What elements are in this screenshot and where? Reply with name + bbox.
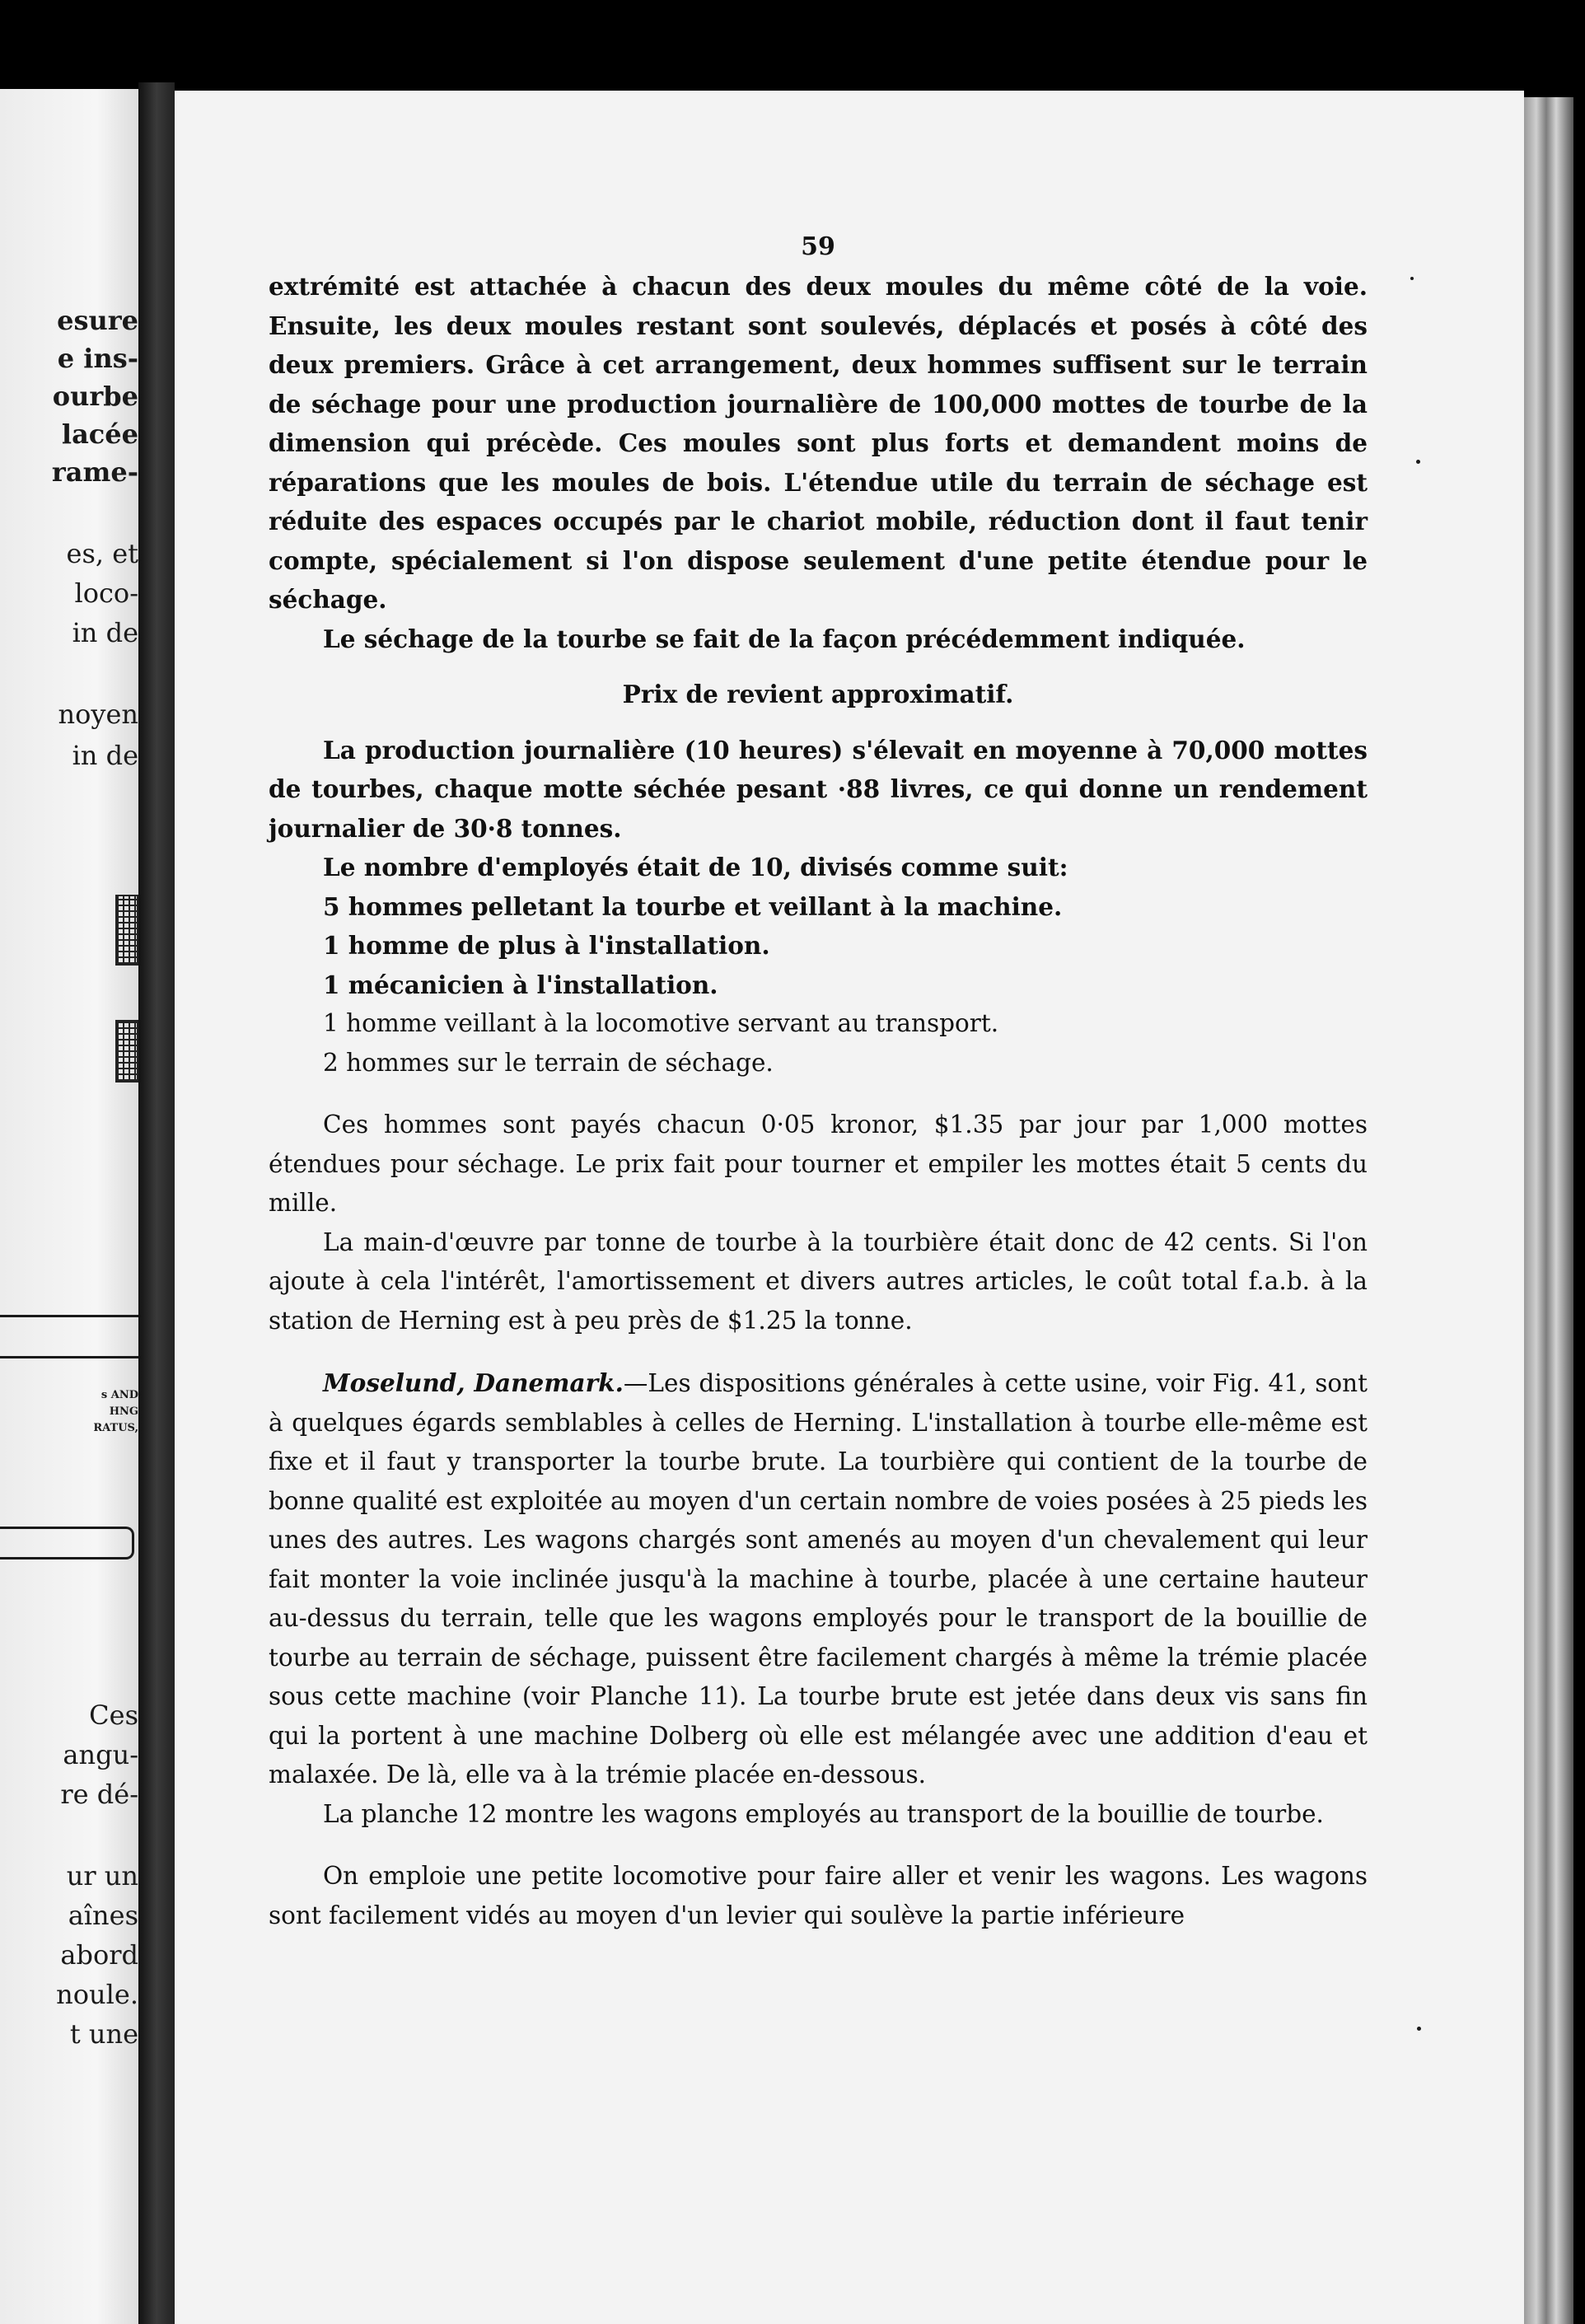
paragraph: Ces hommes sont payés chacun 0·05 kronor, $1.35 par jour par 1,000 mottes étendues pour séchage. Le prix fait pour tourner et empiler les mottes était 5 cents du mille. <box>269 1111 1368 1217</box>
facing-page-fragment: in de <box>72 740 138 771</box>
book-gutter <box>138 82 175 2324</box>
list-item: 5 hommes pelletant la tourbe et veillant à la machine. <box>323 891 1063 921</box>
paragraph: La production journalière (10 heures) s'élevait en moyenne à 70,000 mottes de tourbes, chaque motte séchée pesant ·88 livres, ce qui donne un rendement journalier de 30·8 tonnes. <box>269 735 1368 843</box>
page-number: 59 <box>801 232 835 261</box>
paragraph: Le séchage de la tourbe se fait de la façon précédemment indiquée. <box>323 624 1246 653</box>
facing-page-fragment: t une <box>69 2018 138 2050</box>
figure-box <box>0 1527 134 1559</box>
figure-fragment <box>115 895 138 966</box>
paragraph: Le nombre d'employés était de 10, divisés comme suit: <box>323 853 1068 881</box>
facing-page-fragment: ur un <box>66 1860 138 1891</box>
facing-page-fragment: noule. <box>56 1979 138 2010</box>
facing-page-fragment: re dé- <box>60 1779 138 1810</box>
figure-caption-fragment: HNG <box>109 1405 138 1418</box>
figure-line <box>0 1356 138 1358</box>
figure-fragment <box>115 1020 138 1083</box>
speck <box>1417 2027 1421 2031</box>
paragraph <box>269 1363 1368 1795</box>
list-item: 1 homme veillant à la locomotive servant au transport. <box>323 1009 999 1037</box>
facing-page-fragment: esure <box>57 305 138 336</box>
facing-page-fragment: abord <box>60 1939 138 1971</box>
facing-page <box>0 89 138 2324</box>
facing-page-fragment: loco- <box>74 577 138 609</box>
paragraph: On emploie une petite locomotive pour faire aller et venir les wagons. Les wagons sont facilement vidés au moyen d'un levier qui soulève la partie inférieure <box>269 1862 1368 1929</box>
section-heading: Prix de revient approximatif. <box>622 680 1014 708</box>
speck <box>1410 277 1414 280</box>
facing-page-fragment: rame- <box>51 456 138 488</box>
facing-page-fragment: lacée <box>61 419 138 450</box>
facing-page-fragment: e ins- <box>57 343 138 374</box>
place-name: Moselund, Danemark. <box>323 1368 624 1397</box>
list-item: 2 hommes sur le terrain de séchage. <box>323 1048 774 1077</box>
facing-page-fragment: Ces <box>89 1700 138 1731</box>
figure-line <box>0 1315 138 1317</box>
list-item: 1 mécanicien à l'installation. <box>323 970 718 999</box>
page-edge <box>1524 97 1573 2324</box>
figure-caption-fragment: RATUS, <box>93 1422 138 1434</box>
facing-page-fragment: angu- <box>63 1739 138 1770</box>
facing-page-fragment: aînes <box>68 1900 138 1931</box>
facing-page-fragment: es, et <box>66 538 138 569</box>
facing-page-fragment: noyen <box>58 699 138 730</box>
paragraph: La main-d'œuvre par tonne de tourbe à la tourbière était donc de 42 cents. Si l'on ajoute à cela l'intérêt, l'amortissement et divers autres articles, le coût total f.a.b. à la station de Herning est à peu près de $1.25 la tonne. <box>269 1227 1368 1335</box>
paragraph-text: —Les dispositions générales à cette usine, voir Fig. 41, sont à quelques égards semblables à celles de Herning. L'installation à tourbe elle-même est fixe et il faut y transporter la tourbe brute. La tourbière qui contient de la tourbe de bonne qualité est exploitée au moyen d'un certain nombre de voies posées à 25 pieds les unes des autres. Les wagons chargés sont amenés au moyen d'un chevalement qui leur fait monter la voie inclinée jusqu'à la machine à tourbe, placée à une certaine hauteur au-dessus du terrain, telle que les wagons employés pour le transport de la bouillie de tourbe au terrain de séchage, puissent être facilement chargés à même la trémie placée sous cette machine (voir Planche 11). La tourbe brute est jetée dans deux vis sans fin qui la portent à une machine Dolberg où elle est mélangée avec une addition d'eau et malaxée. De là, elle va à la trémie placée en-dessous. <box>269 1369 1368 1789</box>
page-text <box>269 231 1368 1935</box>
speck <box>1416 460 1420 464</box>
list-item: 1 homme de plus à l'installation. <box>323 931 770 960</box>
facing-page-fragment: in de <box>72 617 138 648</box>
paragraph: La planche 12 montre les wagons employés au transport de la bouillie de tourbe. <box>323 1799 1324 1828</box>
paragraph: extrémité est attachée à chacun des deux moules du même côté de la voie. Ensuite, les deux moules restant sont soulevés, déplacés et posés à côté des deux premiers. Grâce à cet arrangement, deux hommes suffisent sur le terrain de séchage pour une production journalière de 100,000 mottes de tourbe de la dimension qui précède. Ces moules sont plus forts et demandent moins de réparations que les moules de bois. L'étendue utile du terrain de séchage est réduite des espaces occupés par le chariot mobile, réduction dont il faut tenir compte, spécialement si l'on dispose seulement d'une petite étendue pour le séchage. <box>269 272 1368 614</box>
facing-page-fragment: ourbe <box>52 381 138 412</box>
figure-caption-fragment: s AND <box>101 1389 138 1401</box>
